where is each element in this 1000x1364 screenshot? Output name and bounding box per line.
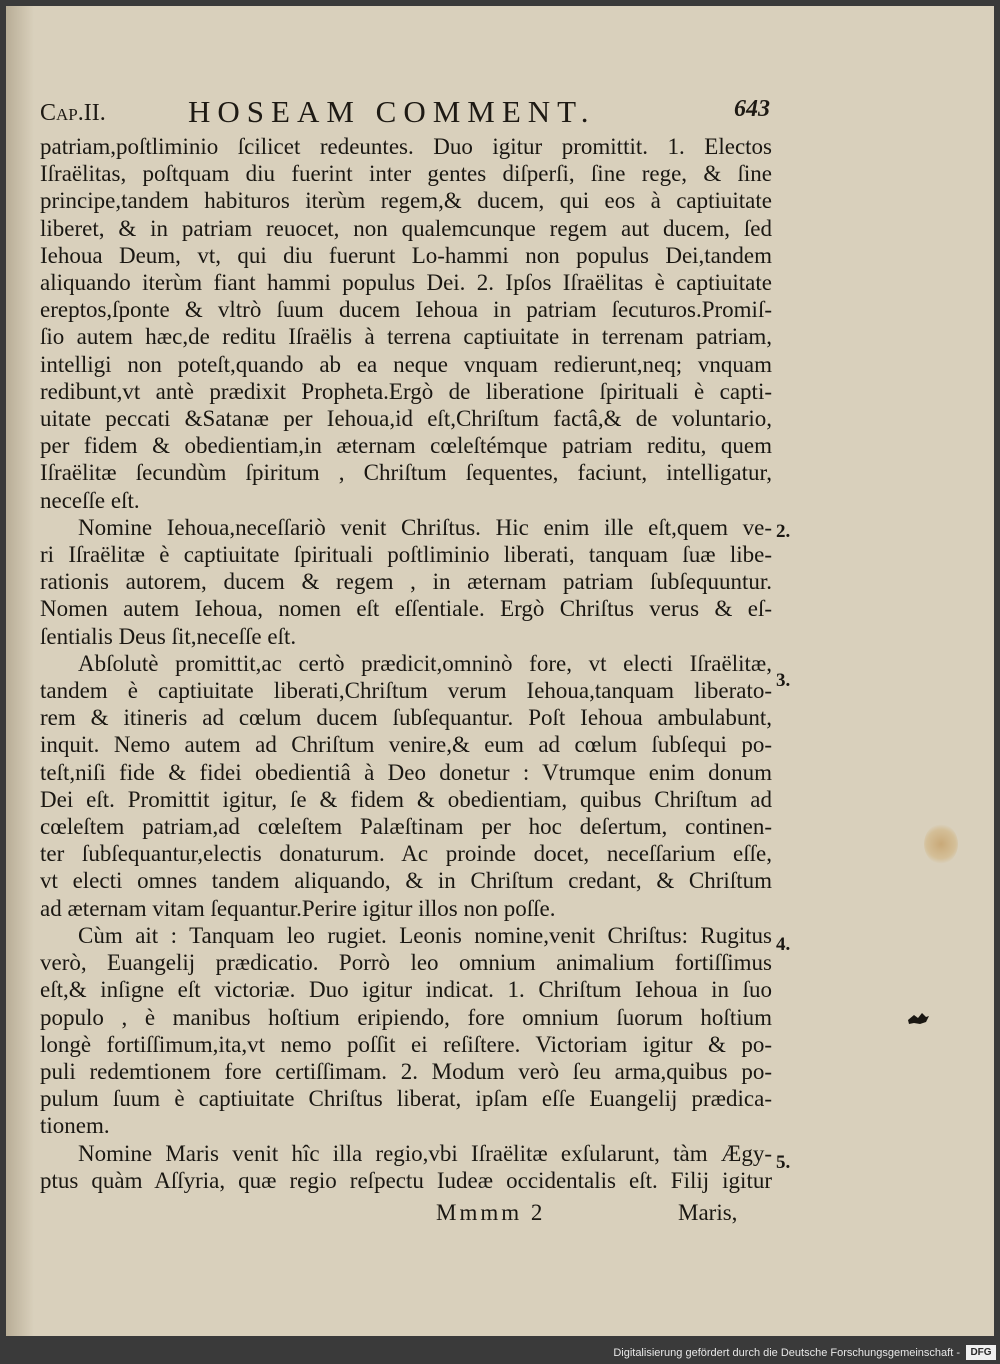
page-number: 643 — [734, 96, 770, 122]
credit-text: Digitalisierung gefördert durch die Deutsche Forschungsgemeinschaft - — [613, 1347, 960, 1359]
text-line: redibunt,vt antè prædixit Propheta.Ergò de liberatione ſpirituali è capti- — [40, 378, 772, 404]
dfg-logo: DFG — [966, 1345, 996, 1360]
margin-number: 2. — [776, 521, 791, 542]
text-line: cœleſtem patriam,ad cœleſtem Palæſtinam per hoc deſertum, continen- — [40, 814, 772, 840]
text-line: rationis autorem, ducem & regem , in æternam patriam ſubſequuntur. — [40, 569, 772, 595]
text-line: Nomine Maris venit hîc illa regio,vbi Iſraëlitæ exſularunt, tàm Ægy- — [78, 1140, 772, 1166]
text-line: ter ſubſequantur,electis donaturum. Ac proinde docet, neceſſarium eſſe, — [40, 841, 772, 867]
text-line: ad æternam vitam ſequantur.Perire igitur illos non poſſe. — [40, 895, 556, 921]
text-line: intelligi non poteſt,quando ab ea neque vnquam redierunt,neq; vnquam — [40, 351, 772, 377]
text-line: vt electi omnes tandem aliquando, & in Chriſtum credant, & Chriſtum — [40, 868, 772, 894]
text-line: Abſolutè promittit,ac certò prædicit,omninò fore, vt electi Iſraëlitæ, — [78, 650, 772, 676]
text-line: eſt,& inſigne eſt victoriæ. Duo igitur indicat. 1. Chriſtum Iehoua in ſuo — [40, 977, 772, 1003]
text-line: teſt,niſi fide & fidei obedientiâ à Deo donetur : Vtrumque enim donum — [40, 759, 772, 785]
text-line: ri Iſraëlitæ è captiuitate ſpirituali poſtliminio liberati, tanquam ſuæ libe- — [40, 542, 772, 568]
text-line: liberet, & in patriam reuocet, non qualemcunque regem aut ducem, ſed — [40, 215, 772, 241]
text-line: tionem. — [40, 1113, 110, 1139]
text-line: pulum ſuum è captiuitate Chriſtus liberat, ipſam eſſe Euangelij prædica- — [40, 1086, 772, 1112]
text-line: ereptos,ſponte & vltrò ſuum ducem Iehoua in patriam ſecuturos.Promiſ- — [40, 297, 772, 323]
text-line: Iſraëlitas, poſtquam diu fuerint inter gentes diſperſi, ſine rege, & ſine — [40, 161, 772, 187]
text-line: per fidem & obedientiam,in æternam cœleſtémque patriam reditu, quem — [40, 433, 772, 459]
margin-number: 5. — [776, 1152, 791, 1173]
text-line: Iſraëlitæ ſecundùm ſpiritum , Chriſtum ſequentes, faciunt, intelligatur, — [40, 460, 772, 486]
running-title: HOSEAM COMMENT. — [188, 94, 596, 129]
paper-stain — [924, 824, 958, 864]
chapter-label: Cap.II. — [40, 100, 106, 126]
text-line: Nomen autem Iehoua, nomen eſt eſſentiale. Ergò Chriſtus verus & eſ- — [40, 596, 772, 622]
signature-mark: Mmmm 2 — [436, 1200, 546, 1225]
credit-bar — [0, 1342, 1000, 1364]
text-line: Iehoua Deum, vt, qui diu fuerunt Lo-hammi non populus Dei,tandem — [40, 242, 772, 268]
text-line: ſentialis Deus ſit,neceſſe eſt. — [40, 623, 297, 649]
running-head — [40, 94, 770, 134]
text-line: puli redemtionem fore certiſſimam. 2. Modum verò ſeu arma,quibus po- — [40, 1058, 772, 1084]
text-line: ſio autem hæc,de reditu Iſraëlis à terrena captiuitate in terrenam patriam, — [40, 324, 772, 350]
text-line: aliquando iterùm fiant hammi populus Dei. 2. Ipſos Iſraëlitas è captiuitate — [40, 270, 772, 296]
text-line: Cùm ait : Tanquam leo rugiet. Leonis nomine,venit Chriſtus: Rugitus — [78, 922, 772, 948]
text-line: Dei eſt. Promittit igitur, ſe & fidem & obedientiam, quibus Chriſtum ad — [40, 786, 772, 812]
ink-blot — [906, 1012, 930, 1026]
book-page — [6, 6, 994, 1336]
main-text-block — [40, 133, 772, 1194]
text-line: rem & itineris ad cœlum ducem ſubſequantur. Poſt Iehoua ambulabunt, — [40, 705, 772, 731]
text-line: neceſſe eſt. — [40, 487, 140, 513]
margin-number: 4. — [776, 934, 791, 955]
catchword: Maris, — [678, 1200, 738, 1225]
text-line: inquit. Nemo autem ad Chriſtum venire,& eum ad cœlum ſubſequi po- — [40, 732, 772, 758]
text-line: tandem è captiuitate liberati,Chriſtum verum Iehoua,tanquam liberato- — [40, 678, 772, 704]
text-line: longè fortiſſimum,ita,vt nemo poſſit ei reſiſtere. Victoriam igitur & po- — [40, 1031, 772, 1057]
text-line: verò, Euangelij prædicatio. Porrò leo omnium animalium fortiſſimus — [40, 950, 772, 976]
text-line: uitate peccati &Satanæ per Iehoua,id eſt,Chriſtum factâ,& de voluntario, — [40, 406, 772, 432]
text-line: Nomine Iehoua,neceſſariò venit Chriſtus. Hic enim ille eſt,quem ve- — [78, 514, 772, 540]
text-line: patriam,poſtliminio ſcilicet redeuntes. Duo igitur promittit. 1. Electos — [40, 134, 772, 159]
text-line: ptus quàm Aſſyria, quæ regio reſpectu Iudeæ occidentalis eſt. Filij igitur — [40, 1167, 772, 1193]
text-line: populo , è manibus hoſtium eripiendo, fore omnium ſuorum hoſtium — [40, 1004, 772, 1030]
text-line: principe,tandem habituros iterùm regem,& ducem, qui eos à captiuitate — [40, 188, 772, 214]
margin-number: 3. — [776, 670, 791, 691]
